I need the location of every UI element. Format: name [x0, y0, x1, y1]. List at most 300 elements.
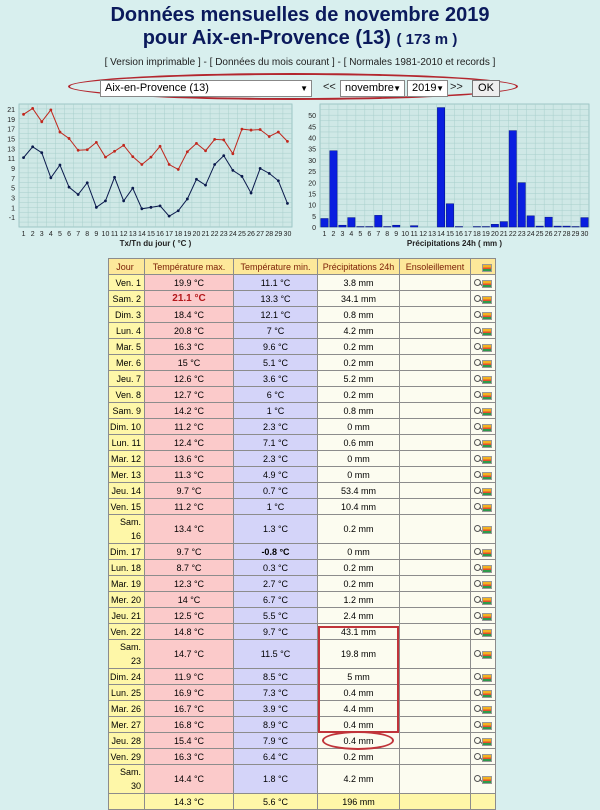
magnifier-chart-icon[interactable]: [474, 327, 492, 336]
tmin-cell: 2.7 °C: [234, 576, 318, 592]
x-tick-label: 24: [229, 231, 237, 238]
x-tick-label: 29: [572, 231, 580, 238]
x-tick-label: 5: [358, 231, 362, 238]
x-tick-label: 3: [340, 231, 344, 238]
detail-cell[interactable]: [471, 419, 496, 435]
sun-cell: [400, 717, 471, 733]
table-row: [109, 685, 496, 701]
tmin-cell: 11.1 °C: [234, 275, 318, 291]
precip-bar: [437, 108, 444, 227]
day-cell: Sam. 30: [109, 765, 145, 794]
day-cell: Sam. 16: [109, 515, 145, 544]
x-tick-label: 10: [102, 231, 110, 238]
sun-cell: [400, 624, 471, 640]
day-cell: Dim. 24: [109, 669, 145, 685]
precipitation-chart: [0, 100, 600, 260]
magnifier-chart-icon[interactable]: [474, 673, 492, 682]
magnifier-chart-icon[interactable]: [474, 580, 492, 589]
precip-cell: 0.4 mm: [318, 685, 400, 701]
magnifier-chart-icon[interactable]: [474, 471, 492, 480]
tmin-cell: 5.1 °C: [234, 355, 318, 371]
tmin-cell: 12.1 °C: [234, 307, 318, 323]
precip-cell: 10.4 mm: [318, 499, 400, 515]
detail-cell[interactable]: [471, 483, 496, 499]
tmin-cell: 7.9 °C: [234, 733, 318, 749]
sun-cell: [400, 483, 471, 499]
magnifier-chart-icon[interactable]: [474, 753, 492, 762]
tmax-cell: 14.7 °C: [145, 640, 234, 669]
col-header-day: Jour: [109, 259, 145, 275]
x-tick-label: 7: [376, 231, 380, 238]
col-header-tmin: Température min.: [234, 259, 318, 275]
tmax-cell: 16.3 °C: [145, 749, 234, 765]
tmax-cell: 13.6 °C: [145, 451, 234, 467]
detail-cell[interactable]: [471, 669, 496, 685]
table-row: [109, 576, 496, 592]
magnifier-chart-icon[interactable]: [474, 391, 492, 400]
chevron-down-icon: ▼: [300, 81, 308, 96]
magnifier-chart-icon[interactable]: [474, 407, 492, 416]
total-precip: 196 mm: [318, 794, 400, 810]
tmin-cell: 5.5 °C: [234, 608, 318, 624]
precip-total-highlight: [322, 731, 394, 750]
day-cell: Ven. 1: [109, 275, 145, 291]
day-cell: Lun. 25: [109, 685, 145, 701]
sun-cell: [400, 576, 471, 592]
tmin-cell: 1.8 °C: [234, 765, 318, 794]
day-cell: Jeu. 21: [109, 608, 145, 624]
tmin-cell: 9.6 °C: [234, 339, 318, 355]
precip-cell: 0.4 mm: [318, 733, 400, 749]
month-select[interactable]: [340, 80, 405, 97]
next-month-link[interactable]: >>: [450, 81, 463, 93]
magnifier-chart-icon[interactable]: [474, 705, 492, 714]
precip-bar: [509, 131, 516, 227]
x-tick-label: 1: [323, 231, 327, 238]
magnifier-chart-icon[interactable]: [474, 487, 492, 496]
detail-cell[interactable]: [471, 576, 496, 592]
x-tick-label: 9: [94, 231, 98, 238]
sun-cell: [400, 467, 471, 483]
day-cell: Mar. 12: [109, 451, 145, 467]
day-cell: Ven. 8: [109, 387, 145, 403]
year-select-value: 2019: [412, 82, 436, 94]
x-tick-label: 26: [545, 231, 553, 238]
tmin-cell: 6 °C: [234, 387, 318, 403]
table-row: [109, 592, 496, 608]
tmin-cell: 1 °C: [234, 499, 318, 515]
precip-cell: 5 mm: [318, 669, 400, 685]
x-tick-label: 13: [428, 231, 436, 238]
detail-cell[interactable]: [471, 499, 496, 515]
precip-cell: 0.6 mm: [318, 435, 400, 451]
day-cell: Ven. 22: [109, 624, 145, 640]
chart-icon: [474, 263, 492, 272]
sun-cell: [400, 371, 471, 387]
tmin-cell: 4.9 °C: [234, 467, 318, 483]
x-tick-label: 20: [491, 231, 499, 238]
table-row: [109, 544, 496, 560]
x-tick-label: 9: [394, 231, 398, 238]
y-tick-label: 21: [7, 107, 15, 114]
x-tick-label: 17: [464, 231, 472, 238]
tmax-cell: 11.9 °C: [145, 669, 234, 685]
x-tick-label: 11: [111, 231, 118, 238]
x-tick-label: 13: [129, 231, 137, 238]
detail-cell[interactable]: [471, 307, 496, 323]
tmin-cell: 0.7 °C: [234, 483, 318, 499]
tmax-cell: 16.9 °C: [145, 685, 234, 701]
precip-cell: 0.8 mm: [318, 307, 400, 323]
x-tick-label: 25: [238, 231, 246, 238]
tmax-cell: 21.1 °C: [145, 291, 234, 307]
y-tick-label: 17: [7, 127, 15, 134]
detail-cell[interactable]: [471, 640, 496, 669]
x-tick-label: 30: [284, 231, 292, 238]
normals-link[interactable]: [ Normales 1981-2010 et records ]: [344, 57, 496, 68]
sun-cell: [400, 544, 471, 560]
y-tick-label: 13: [7, 146, 15, 153]
tmin-cell: -0.8 °C: [234, 544, 318, 560]
precip-cell: 0 mm: [318, 467, 400, 483]
x-tick-label: 2: [331, 231, 335, 238]
tmax-cell: 20.8 °C: [145, 323, 234, 339]
detail-cell[interactable]: [471, 339, 496, 355]
table-row: [109, 515, 496, 544]
magnifier-chart-icon[interactable]: [474, 439, 492, 448]
magnifier-chart-icon[interactable]: [474, 775, 492, 784]
sun-cell: [400, 685, 471, 701]
sun-cell: [400, 307, 471, 323]
day-cell: Lun. 4: [109, 323, 145, 339]
precip-cell: 4.4 mm: [318, 701, 400, 717]
tmin-cell: 7.1 °C: [234, 435, 318, 451]
x-tick-label: 4: [49, 231, 53, 238]
magnifier-chart-icon[interactable]: [474, 737, 492, 746]
magnifier-chart-icon[interactable]: [474, 689, 492, 698]
day-cell: Dim. 17: [109, 544, 145, 560]
precip-cell: 5.2 mm: [318, 371, 400, 387]
precip-bar: [500, 222, 507, 227]
y-tick-label: 40: [308, 136, 316, 143]
precip-cell: 0.2 mm: [318, 355, 400, 371]
detail-cell[interactable]: [471, 701, 496, 717]
precip-cell: 0.2 mm: [318, 515, 400, 544]
magnifier-chart-icon[interactable]: [474, 548, 492, 557]
x-tick-label: 6: [367, 231, 371, 238]
x-tick-label: 26: [247, 231, 255, 238]
tmax-cell: 9.7 °C: [145, 483, 234, 499]
table-row: [109, 669, 496, 685]
y-tick-label: 5: [11, 186, 15, 193]
day-cell: Jeu. 7: [109, 371, 145, 387]
x-tick-label: 18: [174, 231, 182, 238]
x-tick-label: 8: [85, 231, 89, 238]
x-tick-label: 6: [67, 231, 71, 238]
detail-cell[interactable]: [471, 515, 496, 544]
x-tick-label: 28: [265, 231, 273, 238]
chevron-down-icon: ▼: [436, 81, 444, 96]
precip-cell: 0 mm: [318, 419, 400, 435]
magnifier-chart-icon[interactable]: [474, 612, 492, 621]
x-tick-label: 22: [211, 231, 219, 238]
x-tick-label: 16: [455, 231, 463, 238]
detail-cell[interactable]: [471, 544, 496, 560]
sun-cell: [400, 515, 471, 544]
day-cell: Ven. 15: [109, 499, 145, 515]
prev-month-link[interactable]: <<: [323, 81, 336, 93]
day-cell: Sam. 9: [109, 403, 145, 419]
x-tick-label: 30: [581, 231, 589, 238]
tmax-cell: 12.6 °C: [145, 371, 234, 387]
table-row: [109, 467, 496, 483]
detail-cell[interactable]: [471, 275, 496, 291]
tmax-cell: 15 °C: [145, 355, 234, 371]
precip-cell: 0 mm: [318, 451, 400, 467]
day-cell: Ven. 29: [109, 749, 145, 765]
x-tick-label: 28: [563, 231, 571, 238]
sun-cell: [400, 387, 471, 403]
sun-cell: [400, 592, 471, 608]
tmin-cell: 13.3 °C: [234, 291, 318, 307]
detail-cell[interactable]: [471, 685, 496, 701]
magnifier-chart-icon[interactable]: [474, 503, 492, 512]
tmax-cell: 14.2 °C: [145, 403, 234, 419]
sun-cell: [400, 339, 471, 355]
tmax-cell: 14.8 °C: [145, 624, 234, 640]
precip-cell: 34.1 mm: [318, 291, 400, 307]
x-tick-label: 23: [220, 231, 228, 238]
table-row: [109, 403, 496, 419]
sun-cell: [400, 733, 471, 749]
tmin-cell: 7 °C: [234, 323, 318, 339]
x-axis-label: Précipitations 24h ( mm ): [407, 239, 502, 248]
day-cell: Mar. 26: [109, 701, 145, 717]
magnifier-chart-icon[interactable]: [474, 279, 492, 288]
sun-cell: [400, 765, 471, 794]
table-header-row: [109, 259, 496, 275]
y-tick-label: 20: [308, 180, 316, 187]
month-select-value: novembre: [345, 82, 394, 94]
tmin-cell: 1.3 °C: [234, 515, 318, 544]
magnifier-chart-icon[interactable]: [474, 311, 492, 320]
x-tick-label: 11: [411, 231, 418, 238]
detail-cell[interactable]: [471, 560, 496, 576]
day-cell: Jeu. 28: [109, 733, 145, 749]
magnifier-chart-icon[interactable]: [474, 423, 492, 432]
day-cell: Sam. 23: [109, 640, 145, 669]
magnifier-chart-icon[interactable]: [474, 721, 492, 730]
x-tick-label: 15: [147, 231, 155, 238]
y-tick-label: 11: [8, 156, 15, 163]
y-tick-label: 45: [308, 124, 316, 131]
col-header-precip: Précipitations 24h: [318, 259, 400, 275]
detail-cell[interactable]: [471, 765, 496, 794]
y-tick-label: 30: [308, 158, 316, 165]
detail-cell[interactable]: [471, 733, 496, 749]
x-tick-label: 5: [58, 231, 62, 238]
sun-cell: [400, 701, 471, 717]
station-select[interactable]: [100, 80, 312, 97]
tmax-cell: 12.3 °C: [145, 576, 234, 592]
detail-cell[interactable]: [471, 387, 496, 403]
x-axis-label: Tx/Tn du jour ( °C ): [120, 239, 192, 248]
sun-cell: [400, 323, 471, 339]
precip-cell: 0.2 mm: [318, 576, 400, 592]
y-tick-label: 25: [308, 169, 316, 176]
magnifier-chart-icon[interactable]: [474, 295, 492, 304]
detail-cell[interactable]: [471, 608, 496, 624]
table-row: [109, 608, 496, 624]
year-select[interactable]: [407, 80, 448, 97]
precip-cell: 19.8 mm: [318, 640, 400, 669]
table-row: [109, 499, 496, 515]
detail-cell[interactable]: [471, 403, 496, 419]
tmin-cell: 7.3 °C: [234, 685, 318, 701]
tmax-cell: 12.7 °C: [145, 387, 234, 403]
table-row: [109, 323, 496, 339]
altitude: ( 173 m ): [396, 31, 457, 48]
magnifier-chart-icon[interactable]: [474, 650, 492, 659]
tmin-cell: 1 °C: [234, 403, 318, 419]
day-cell: Dim. 10: [109, 419, 145, 435]
tmin-cell: 11.5 °C: [234, 640, 318, 669]
precip-cell: 0.2 mm: [318, 387, 400, 403]
total-day-cell: [109, 794, 145, 810]
precip-bar: [348, 218, 355, 227]
x-tick-label: 14: [437, 231, 445, 238]
y-tick-label: 7: [11, 176, 15, 183]
tmax-cell: 16.7 °C: [145, 701, 234, 717]
tmax-cell: 16.8 °C: [145, 717, 234, 733]
detail-cell[interactable]: [471, 435, 496, 451]
precip-bar: [321, 219, 328, 227]
precip-bar: [545, 217, 552, 227]
precip-bar: [491, 224, 498, 227]
y-tick-label: 15: [7, 136, 15, 143]
magnifier-chart-icon[interactable]: [474, 628, 492, 637]
tmax-cell: 11.2 °C: [145, 419, 234, 435]
detail-cell[interactable]: [471, 592, 496, 608]
ok-button[interactable]: OK: [472, 80, 500, 97]
x-tick-label: 16: [156, 231, 164, 238]
precip-bar: [339, 225, 346, 227]
day-cell: Dim. 3: [109, 307, 145, 323]
precip-cell: 0.2 mm: [318, 560, 400, 576]
magnifier-chart-icon[interactable]: [474, 375, 492, 384]
precip-bar: [563, 226, 570, 227]
x-tick-label: 2: [31, 231, 35, 238]
tmax-cell: 19.9 °C: [145, 275, 234, 291]
y-tick-label: 3: [11, 195, 15, 202]
x-tick-label: 23: [518, 231, 526, 238]
magnifier-chart-icon[interactable]: [474, 596, 492, 605]
table-row: [109, 560, 496, 576]
daily-data-table: [108, 258, 496, 810]
day-cell: Jeu. 14: [109, 483, 145, 499]
day-cell: Lun. 18: [109, 560, 145, 576]
tmin-cell: 8.9 °C: [234, 717, 318, 733]
detail-cell[interactable]: [471, 624, 496, 640]
table-row: [109, 435, 496, 451]
table-row: [109, 387, 496, 403]
precip-cell: 0 mm: [318, 544, 400, 560]
x-tick-label: 19: [183, 231, 191, 238]
magnifier-chart-icon[interactable]: [474, 564, 492, 573]
magnifier-chart-icon[interactable]: [474, 359, 492, 368]
x-tick-label: 15: [446, 231, 454, 238]
y-tick-label: 50: [308, 113, 316, 120]
table-row: [109, 371, 496, 387]
precip-bar: [536, 226, 543, 227]
page-title: Données mensuelles de novembre 2019: [0, 4, 600, 27]
tmax-cell: 11.3 °C: [145, 467, 234, 483]
detail-cell[interactable]: [471, 451, 496, 467]
tmax-cell: 9.7 °C: [145, 544, 234, 560]
sun-cell: [400, 608, 471, 624]
precip-bar: [554, 226, 561, 227]
tmin-cell: 3.6 °C: [234, 371, 318, 387]
tmax-cell: 13.4 °C: [145, 515, 234, 544]
col-header-tmax: Température max.: [145, 259, 234, 275]
table-row: [109, 717, 496, 733]
table-row: [109, 483, 496, 499]
total-sun: [400, 794, 471, 810]
y-tick-label: 0: [312, 225, 316, 232]
page-subtitle: [0, 27, 600, 50]
table-row: [109, 275, 496, 291]
current-month-link[interactable]: [ Données du mois courant ]: [210, 57, 335, 68]
tmax-cell: 14 °C: [145, 592, 234, 608]
magnifier-chart-icon[interactable]: [474, 343, 492, 352]
detail-cell[interactable]: [471, 467, 496, 483]
x-tick-label: 20: [193, 231, 201, 238]
x-tick-label: 21: [500, 231, 508, 238]
precip-bar: [518, 183, 525, 227]
detail-cell[interactable]: [471, 355, 496, 371]
detail-cell[interactable]: [471, 323, 496, 339]
day-cell: Mer. 6: [109, 355, 145, 371]
sun-cell: [400, 669, 471, 685]
printable-link[interactable]: [ Version imprimable ]: [105, 57, 201, 68]
precip-bar: [375, 215, 382, 227]
detail-cell[interactable]: [471, 291, 496, 307]
total-tmin: 5.6 °C: [234, 794, 318, 810]
tmax-cell: 12.4 °C: [145, 435, 234, 451]
table-row: [109, 701, 496, 717]
day-cell: Mer. 13: [109, 467, 145, 483]
precip-bar: [330, 151, 337, 227]
tmax-cell: 8.7 °C: [145, 560, 234, 576]
day-cell: Sam. 2: [109, 291, 145, 307]
detail-cell[interactable]: [471, 371, 496, 387]
table-row: [109, 291, 496, 307]
x-tick-label: 21: [202, 231, 210, 238]
x-tick-label: 3: [40, 231, 44, 238]
table-row: [109, 451, 496, 467]
precip-cell: 0.8 mm: [318, 403, 400, 419]
detail-cell[interactable]: [471, 717, 496, 733]
x-tick-label: 27: [256, 231, 264, 238]
x-tick-label: 1: [22, 231, 26, 238]
x-tick-label: 7: [76, 231, 80, 238]
x-tick-label: 24: [527, 231, 535, 238]
table-total-row: [109, 794, 496, 810]
magnifier-chart-icon[interactable]: [474, 525, 492, 534]
y-tick-label: 35: [308, 147, 316, 154]
magnifier-chart-icon[interactable]: [474, 455, 492, 464]
day-cell: Lun. 11: [109, 435, 145, 451]
